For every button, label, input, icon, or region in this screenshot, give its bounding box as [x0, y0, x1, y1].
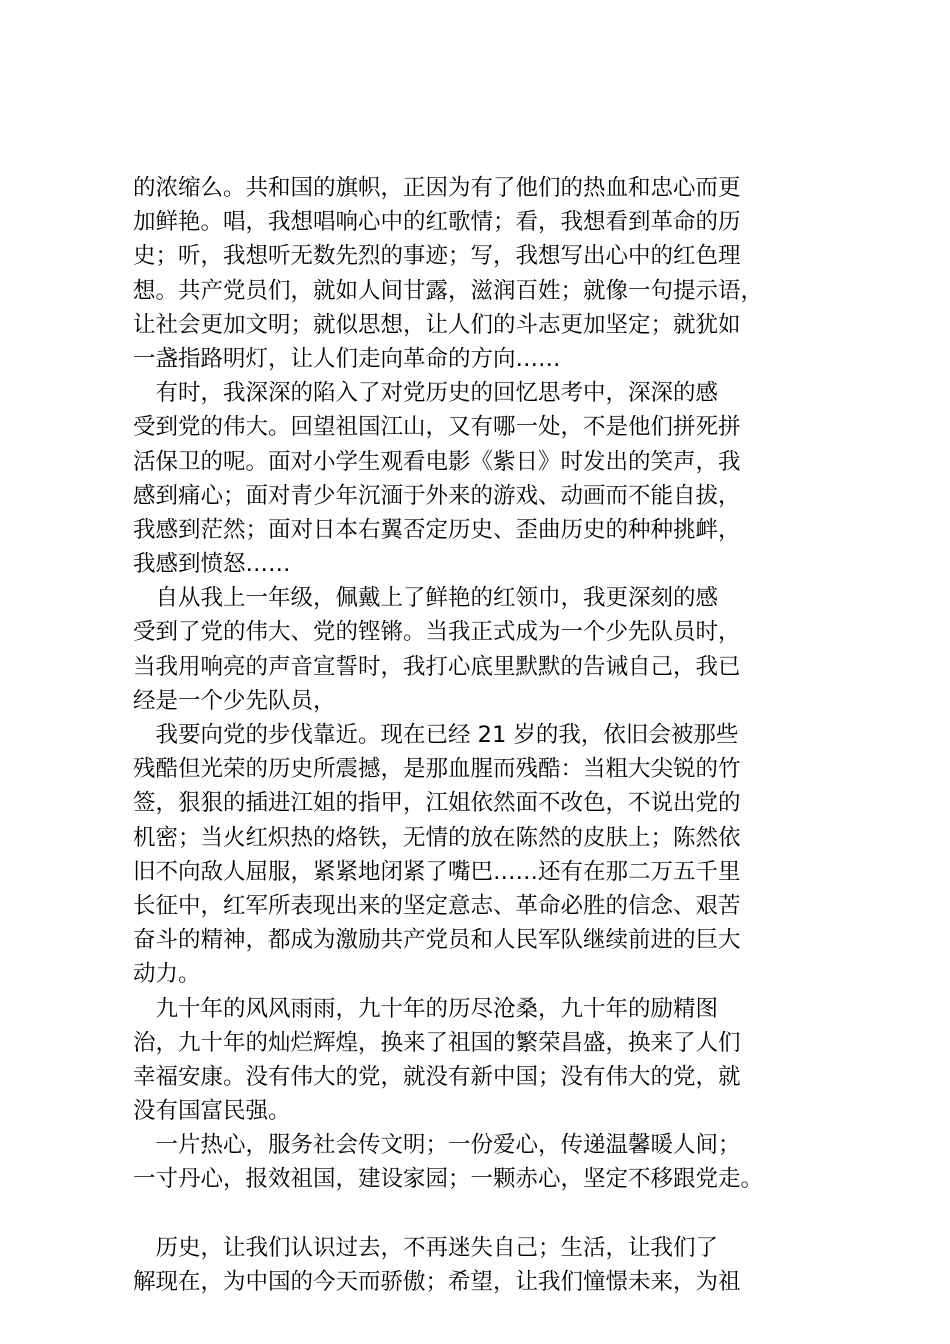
text-line: 感到痛心；面对青少年沉湎于外来的游戏、动画而不能自拔， — [133, 482, 741, 509]
text-line: 活保卫的呢。面对小学生观看电影《紫日》时发出的笑声，我 — [133, 448, 741, 475]
text-line: 自从我上一年级，佩戴上了鲜艳的红领巾，我更深刻的感 — [133, 585, 719, 612]
text-line: 经是一个少先队员， — [133, 687, 336, 714]
text-line: 有时，我深深的陷入了对党历史的回忆思考中，深深的感 — [133, 380, 719, 407]
text-line: 治，九十年的灿烂辉煌，换来了祖国的繁荣昌盛，换来了人们 — [133, 1029, 741, 1056]
text-line: 受到了党的伟大、党的铿锵。当我正式成为一个少先队员时， — [133, 619, 741, 646]
text-line: 奋斗的精神，都成为激励共产党员和人民军队继续前进的巨大 — [133, 927, 741, 954]
text-line: 动力。 — [133, 961, 201, 988]
text-line: 一盏指路明灯，让人们走向革命的方向…… — [133, 345, 561, 372]
blank-line — [133, 1197, 853, 1231]
text-line: 历史，让我们认识过去，不再迷失自己；生活，让我们了 — [133, 1234, 719, 1261]
text-line: 让社会更加文明；就似思想，让人们的斗志更加坚定；就犹如 — [133, 311, 741, 338]
body-text — [133, 171, 853, 1299]
text-line: 机密；当火红炽热的烙铁，无情的放在陈然的皮肤上；陈然依 — [133, 824, 741, 851]
text-line: 九十年的风风雨雨，九十年的历尽沧桑，九十年的励精图 — [133, 995, 719, 1022]
text-line: 当我用响亮的声音宣誓时，我打心底里默默的告诫自己，我已 — [133, 653, 741, 680]
text-line: 史；听，我想听无数先烈的事迹；写，我想写出心中的红色理 — [133, 243, 741, 270]
text-line: 想。共产党员们，就如人间甘露，滋润百姓；就像一句提示语， — [133, 277, 764, 304]
text-line: 旧不向敌人屈服，紧紧地闭紧了嘴巴……还有在那二万五千里 — [133, 858, 741, 885]
text-line: 没有国富民强。 — [133, 1098, 291, 1125]
text-line: 我感到愤怒…… — [133, 551, 291, 578]
text-line: 我感到茫然；面对日本右翼否定历史、歪曲历史的种种挑衅， — [133, 516, 741, 543]
text-line: 幸福安康。没有伟大的党，就没有新中国；没有伟大的党，就 — [133, 1063, 741, 1090]
text-line: 一片热心，服务社会传文明；一份爱心，传递温馨暖人间； — [133, 1132, 741, 1159]
text-line: 我要向党的步伐靠近。现在已经 21 岁的我，依旧会被那些 — [133, 722, 739, 748]
text-line: 解现在，为中国的今天而骄傲；希望，让我们憧憬未来，为祖 — [133, 1269, 741, 1295]
text-line: 一寸丹心，报效祖国，建设家园；一颗赤心，坚定不移跟党走。 — [133, 1166, 764, 1193]
text-line: 的浓缩么。共和国的旗帜，正因为有了他们的热血和忠心而更 — [133, 175, 741, 201]
text-line: 加鲜艳。唱，我想唱响心中的红歌情；看，我想看到革命的历 — [133, 209, 741, 236]
text-line: 残酷但光荣的历史所震撼，是那血腥而残酷：当粗大尖锐的竹 — [133, 756, 741, 783]
text-line: 受到党的伟大。回望祖国江山，又有哪一处，不是他们拼死拼 — [133, 414, 741, 441]
text-line: 长征中，红军所表现出来的坚定意志、革命必胜的信念、艰苦 — [133, 892, 741, 919]
text-line: 签，狠狠的插进江姐的指甲，江姐依然面不改色，不说出党的 — [133, 790, 741, 817]
